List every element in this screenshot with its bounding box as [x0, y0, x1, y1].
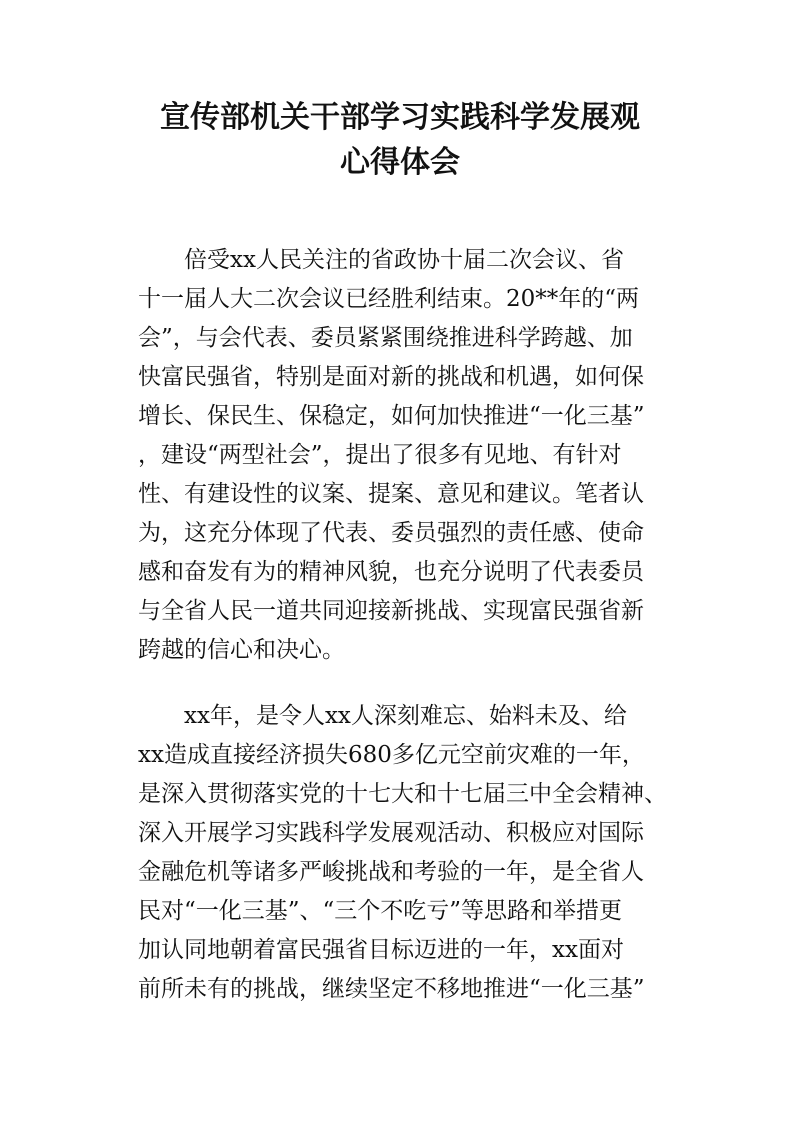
paragraph-1-line: 感和奋发有为的精神风貌，也充分说明了代表委员 — [138, 559, 644, 585]
paragraph-2-line: 金融危机等诸多严峻挑战和考验的一年，是全省人 — [138, 859, 644, 885]
paragraph-1-line: 快富民强省，特别是面对新的挑战和机遇，如何保 — [138, 364, 644, 390]
paragraph-2-line: 前所未有的挑战，继续坚定不移地推进“一化三基” — [138, 976, 645, 1002]
paragraph-2-line: 是深入贯彻落实党的十七大和十七届三中全会精神、 — [138, 781, 667, 807]
paragraph-1-line: 增长、保民生、保稳定，如何加快推进“一化三基” — [138, 403, 645, 429]
paragraph-1-line: 跨越的信心和决心。 — [138, 637, 345, 663]
paragraph-1-line: 倍受xx人民关注的省政协十届二次会议、省 — [184, 247, 624, 273]
document-title-line-1: 宣传部机关干部学习实践科学发展观 — [160, 100, 640, 135]
paragraph-1-line: 与全省人民一道共同迎接新挑战、实现富民强省新 — [138, 598, 644, 624]
paragraph-2-line: xx造成直接经济损失680多亿元空前灾难的一年， — [138, 742, 645, 768]
paragraph-1-line: ，建设“两型社会”，提出了很多有见地、有针对 — [138, 442, 622, 468]
paragraph-1-line: 为，这充分体现了代表、委员强烈的责任感、使命 — [138, 520, 644, 546]
paragraph-2-line: 加认同地朝着富民强省目标迈进的一年，xx面对 — [138, 937, 624, 963]
paragraph-2-line: xx年，是令人xx人深刻难忘、始料未及、给 — [184, 703, 627, 729]
paragraph-2-line: 民对“一化三基”、“三个不吃亏”等思路和举措更 — [138, 898, 623, 924]
paragraph-1-line: 十一届人大二次会议已经胜利结束。20**年的“两 — [138, 286, 640, 312]
paragraph-1-line: 会”，与会代表、委员紧紧围绕推进科学跨越、加 — [138, 325, 633, 351]
document-title-line-2: 心得体会 — [340, 145, 460, 180]
paragraph-1-line: 性、有建设性的议案、提案、意见和建议。笔者认 — [138, 481, 644, 507]
paragraph-2-line: 深入开展学习实践科学发展观活动、积极应对国际 — [138, 820, 644, 846]
